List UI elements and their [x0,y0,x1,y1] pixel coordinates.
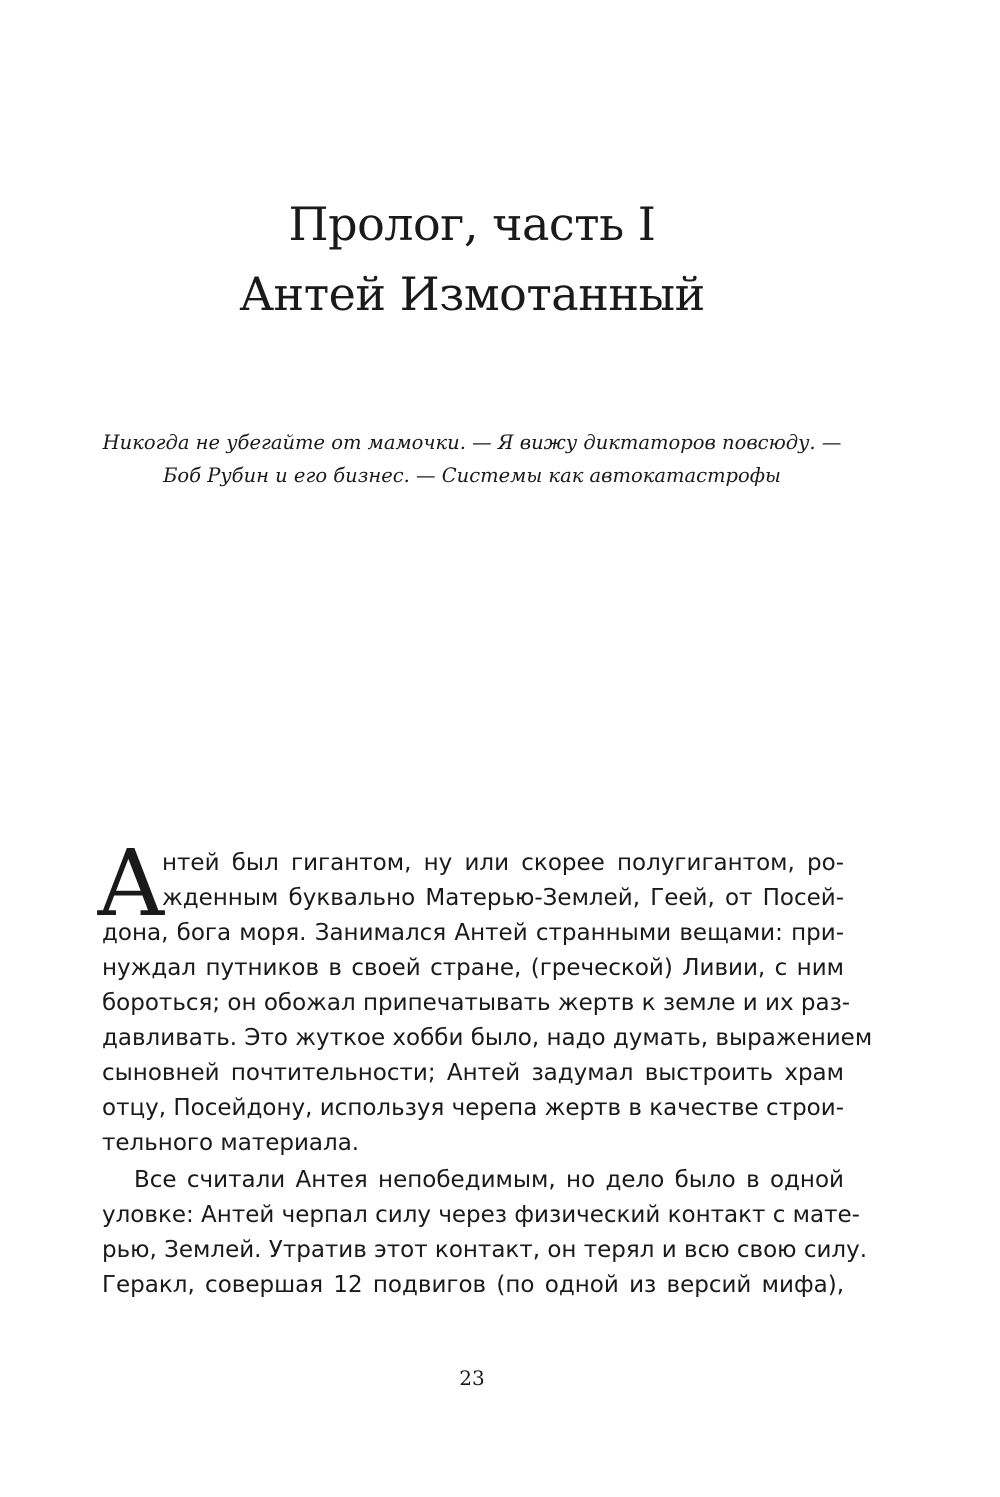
body-line: Геракл, совершая 12 подвигов (по одной из версий мифа), [102,1272,844,1298]
body-line: рью, Землей. Утратив этот контакт, он терял и всю свою силу. [102,1237,868,1263]
body-line: давливать. Это жуткое хобби было, надо думать, выражением [102,1025,873,1051]
body-line: уловке: Антей черпал силу через физический контакт с мате- [102,1202,860,1228]
body-line: нуждал путников в своей стране, (греческой) Ливии, с ним [102,955,844,981]
body-line: дона, бога моря. Занимался Антей странными вещами: при- [102,920,844,946]
body-line: бороться; он обожал припечатывать жертв к земле и их раз- [102,990,851,1016]
body-line: жденным буквально Матерью-Землей, Геей, от Посей- [162,885,844,911]
chapter-title-line-2: Антей Измотанный [239,267,705,321]
body-line: тельного материала. [102,1130,360,1156]
body-line: сыновней почтительности; Антей задумал выстроить храм [102,1060,844,1086]
epigraph-line-2: Боб Рубин и его бизнес. — Системы как автокатастрофы [163,464,781,487]
body-line: Все считали Антея непобедимым, но дело было в одной [134,1167,844,1193]
body-line: нтей был гигантом, ну или скорее полугигантом, ро- [162,850,844,876]
drop-cap: А [96,830,166,937]
body-line: отцу, Посейдону, используя черепа жертв в качестве строи- [102,1095,844,1121]
chapter-title-line-1: Пролог, часть I [288,197,656,251]
page-number: 23 [459,1366,485,1390]
epigraph-line-1: Никогда не убегайте от мамочки. — Я вижу диктаторов повсюду. — [102,431,842,454]
